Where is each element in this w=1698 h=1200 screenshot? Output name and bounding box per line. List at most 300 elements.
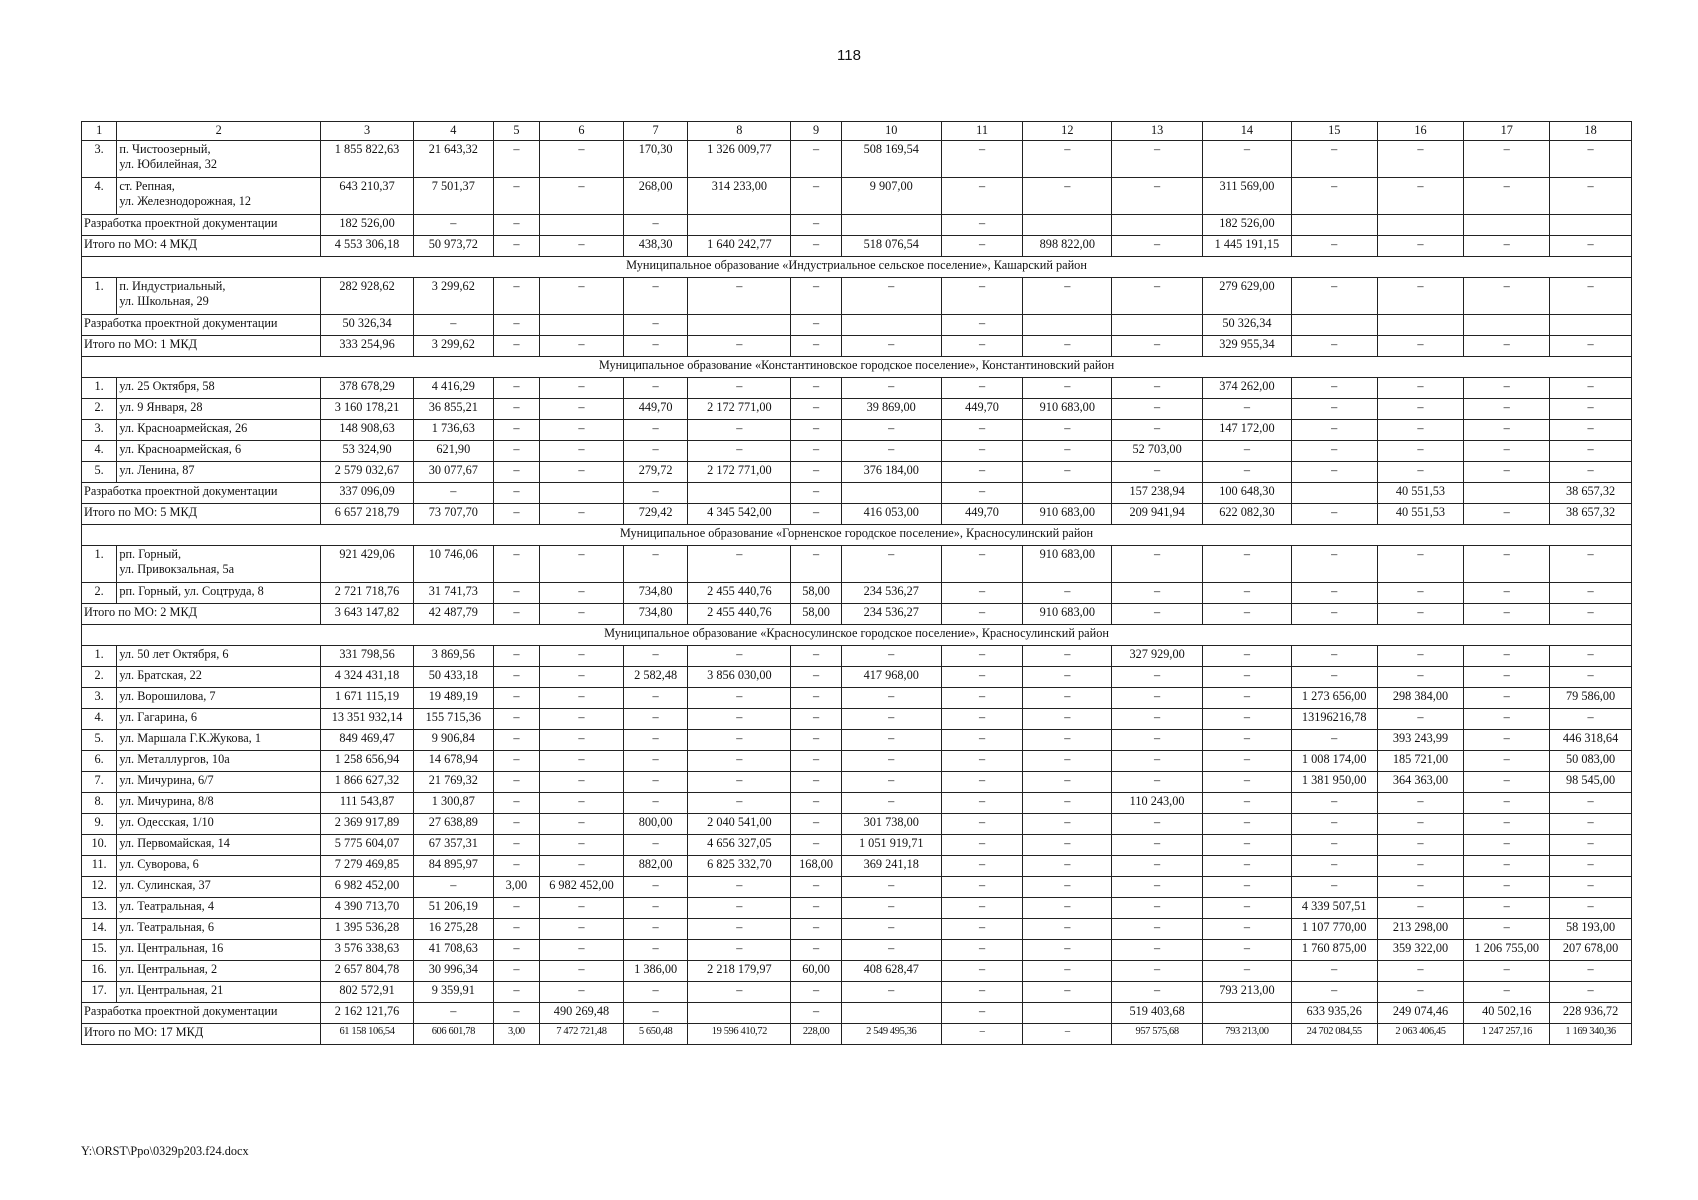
value-cell: – xyxy=(1550,982,1632,1003)
summary-row xyxy=(82,604,1632,625)
value-cell: 249 074,46 xyxy=(1377,1003,1464,1024)
value-cell: 2 455 440,76 xyxy=(688,604,791,625)
value-cell: 1 326 009,77 xyxy=(688,141,791,178)
value-cell: – xyxy=(1291,441,1377,462)
value-cell: – xyxy=(1112,141,1203,178)
value-cell: 734,80 xyxy=(623,583,688,604)
value-cell: – xyxy=(1203,646,1292,667)
column-header: 7 xyxy=(623,122,688,141)
value-cell: – xyxy=(1023,141,1112,178)
value-cell: – xyxy=(493,483,539,504)
value-cell: 5 650,48 xyxy=(623,1024,688,1045)
section-header-row xyxy=(82,257,1632,278)
value-cell: – xyxy=(1023,751,1112,772)
value-cell: – xyxy=(1291,546,1377,583)
row-index: 4. xyxy=(82,709,117,730)
value-cell: – xyxy=(1464,688,1550,709)
value-cell: – xyxy=(791,1003,841,1024)
value-cell: 7 501,37 xyxy=(413,178,493,215)
address-cell: ул. Театральная, 6 xyxy=(117,919,321,940)
value-cell: – xyxy=(1291,141,1377,178)
value-cell: – xyxy=(688,646,791,667)
value-cell: – xyxy=(1550,583,1632,604)
column-header: 2 xyxy=(117,122,321,141)
value-cell: – xyxy=(1112,772,1203,793)
value-cell: 2 657 804,78 xyxy=(321,961,414,982)
value-cell: – xyxy=(791,441,841,462)
value-cell: – xyxy=(1464,546,1550,583)
row-index: 1. xyxy=(82,378,117,399)
value-cell: – xyxy=(791,982,841,1003)
value-cell: 1 300,87 xyxy=(413,793,493,814)
value-cell: 1 386,00 xyxy=(623,961,688,982)
value-cell: – xyxy=(941,1003,1023,1024)
value-cell: – xyxy=(1023,709,1112,730)
address-cell: ул. 50 лет Октября, 6 xyxy=(117,646,321,667)
value-cell: – xyxy=(1112,877,1203,898)
value-cell: – xyxy=(1023,462,1112,483)
value-cell: – xyxy=(791,730,841,751)
value-cell: – xyxy=(1112,751,1203,772)
row-index: 1. xyxy=(82,278,117,315)
value-cell: – xyxy=(413,215,493,236)
value-cell xyxy=(1023,483,1112,504)
value-cell: 14 678,94 xyxy=(413,751,493,772)
value-cell: – xyxy=(791,835,841,856)
value-cell: – xyxy=(1203,604,1292,625)
value-cell: 378 678,29 xyxy=(321,378,414,399)
value-cell: – xyxy=(1464,982,1550,1003)
value-cell: – xyxy=(1377,336,1464,357)
value-cell: – xyxy=(841,772,941,793)
value-cell: 234 536,27 xyxy=(841,604,941,625)
column-header: 14 xyxy=(1203,122,1292,141)
value-cell: – xyxy=(493,378,539,399)
value-cell: – xyxy=(1112,982,1203,1003)
table-row xyxy=(82,814,1632,835)
value-cell: – xyxy=(1291,462,1377,483)
value-cell: – xyxy=(688,919,791,940)
value-cell: 1 273 656,00 xyxy=(1291,688,1377,709)
column-header: 8 xyxy=(688,122,791,141)
table-row xyxy=(82,278,1632,315)
table-row xyxy=(82,378,1632,399)
value-cell: 3 299,62 xyxy=(413,278,493,315)
value-cell: – xyxy=(623,420,688,441)
value-cell: – xyxy=(1377,462,1464,483)
value-cell xyxy=(841,1003,941,1024)
value-cell: 1 051 919,71 xyxy=(841,835,941,856)
value-cell: – xyxy=(623,1003,688,1024)
value-cell: – xyxy=(688,378,791,399)
value-cell: 4 390 713,70 xyxy=(321,898,414,919)
value-cell: – xyxy=(540,504,624,525)
value-cell: – xyxy=(540,772,624,793)
value-cell xyxy=(1112,215,1203,236)
value-cell: 40 551,53 xyxy=(1377,504,1464,525)
value-cell xyxy=(1464,215,1550,236)
value-cell: – xyxy=(1291,814,1377,835)
value-cell: 449,70 xyxy=(941,504,1023,525)
value-cell: 84 895,97 xyxy=(413,856,493,877)
value-cell xyxy=(841,215,941,236)
table-row xyxy=(82,961,1632,982)
value-cell: – xyxy=(623,315,688,336)
value-cell: – xyxy=(493,688,539,709)
value-cell: 3 856 030,00 xyxy=(688,667,791,688)
value-cell: 4 345 542,00 xyxy=(688,504,791,525)
value-cell: 110 243,00 xyxy=(1112,793,1203,814)
value-cell: – xyxy=(623,441,688,462)
value-cell: 53 324,90 xyxy=(321,441,414,462)
value-cell: – xyxy=(941,709,1023,730)
value-cell: 2 218 179,97 xyxy=(688,961,791,982)
value-cell: 910 683,00 xyxy=(1023,546,1112,583)
value-cell: – xyxy=(791,772,841,793)
address-cell: ул. Центральная, 16 xyxy=(117,940,321,961)
value-cell: 1 395 536,28 xyxy=(321,919,414,940)
address-cell: ул. Братская, 22 xyxy=(117,667,321,688)
value-cell: 1 008 174,00 xyxy=(1291,751,1377,772)
section-header-row xyxy=(82,357,1632,378)
value-cell: – xyxy=(623,793,688,814)
row-index: 14. xyxy=(82,919,117,940)
section-title: Муниципальное образование «Индустриальное сельское поселение», Кашарский район xyxy=(82,257,1632,278)
value-cell: – xyxy=(1550,441,1632,462)
value-cell: – xyxy=(1464,772,1550,793)
value-cell: – xyxy=(1377,793,1464,814)
value-cell: – xyxy=(1203,462,1292,483)
value-cell: – xyxy=(540,583,624,604)
summary-label: Итого по МО: 5 МКД xyxy=(82,504,321,525)
value-cell: – xyxy=(941,378,1023,399)
value-cell: – xyxy=(1203,814,1292,835)
value-cell: – xyxy=(1464,961,1550,982)
value-cell: – xyxy=(1203,730,1292,751)
column-header: 11 xyxy=(941,122,1023,141)
value-cell: – xyxy=(1291,793,1377,814)
value-cell: – xyxy=(1464,504,1550,525)
value-cell: – xyxy=(1203,688,1292,709)
value-cell: 213 298,00 xyxy=(1377,919,1464,940)
value-cell: 2 172 771,00 xyxy=(688,399,791,420)
value-cell: – xyxy=(540,919,624,940)
value-cell: – xyxy=(841,793,941,814)
value-cell: – xyxy=(688,730,791,751)
value-cell: – xyxy=(1550,877,1632,898)
value-cell: – xyxy=(688,793,791,814)
value-cell: 490 269,48 xyxy=(540,1003,624,1024)
value-cell: 1 671 115,19 xyxy=(321,688,414,709)
value-cell xyxy=(688,315,791,336)
value-cell: – xyxy=(688,982,791,1003)
value-cell: – xyxy=(623,898,688,919)
value-cell: – xyxy=(1464,835,1550,856)
value-cell: – xyxy=(1023,420,1112,441)
value-cell: – xyxy=(493,835,539,856)
value-cell: – xyxy=(1550,141,1632,178)
value-cell: – xyxy=(1203,940,1292,961)
value-cell: – xyxy=(493,982,539,1003)
value-cell: 282 928,62 xyxy=(321,278,414,315)
value-cell: – xyxy=(1377,378,1464,399)
value-cell: – xyxy=(1464,751,1550,772)
value-cell: – xyxy=(941,215,1023,236)
value-cell: 228,00 xyxy=(791,1024,841,1045)
value-cell: – xyxy=(941,1024,1023,1045)
summary-label: Итого по МО: 1 МКД xyxy=(82,336,321,357)
value-cell: – xyxy=(1023,772,1112,793)
value-cell: – xyxy=(688,877,791,898)
value-cell: 1 445 191,15 xyxy=(1203,236,1292,257)
value-cell: – xyxy=(413,315,493,336)
row-index: 3. xyxy=(82,141,117,178)
value-cell: – xyxy=(1023,441,1112,462)
value-cell: 298 384,00 xyxy=(1377,688,1464,709)
summary-row xyxy=(82,336,1632,357)
value-cell: 408 628,47 xyxy=(841,961,941,982)
value-cell: – xyxy=(688,688,791,709)
row-index: 9. xyxy=(82,814,117,835)
value-cell: – xyxy=(1377,178,1464,215)
value-cell: 793 213,00 xyxy=(1203,982,1292,1003)
value-cell: 1 640 242,77 xyxy=(688,236,791,257)
value-cell: 19 489,19 xyxy=(413,688,493,709)
value-cell: – xyxy=(791,793,841,814)
value-cell xyxy=(540,315,624,336)
value-cell: 30 996,34 xyxy=(413,961,493,982)
value-cell: 1 247 257,16 xyxy=(1464,1024,1550,1045)
value-cell: – xyxy=(1377,399,1464,420)
value-cell: – xyxy=(1464,604,1550,625)
value-cell: 38 657,32 xyxy=(1550,483,1632,504)
table-row xyxy=(82,982,1632,1003)
value-cell: – xyxy=(791,315,841,336)
value-cell: – xyxy=(688,772,791,793)
value-cell: – xyxy=(1377,546,1464,583)
address-cell: ул. Мичурина, 8/8 xyxy=(117,793,321,814)
value-cell: – xyxy=(791,814,841,835)
value-cell: – xyxy=(1023,730,1112,751)
value-cell: – xyxy=(493,336,539,357)
value-cell: – xyxy=(623,646,688,667)
value-cell: – xyxy=(1203,856,1292,877)
value-cell: – xyxy=(1377,667,1464,688)
value-cell: – xyxy=(1377,646,1464,667)
address-cell: ул. Театральная, 4 xyxy=(117,898,321,919)
row-index: 4. xyxy=(82,441,117,462)
value-cell xyxy=(688,483,791,504)
value-cell: – xyxy=(493,961,539,982)
value-cell: – xyxy=(1464,441,1550,462)
value-cell: – xyxy=(791,919,841,940)
value-cell: 910 683,00 xyxy=(1023,504,1112,525)
value-cell: – xyxy=(1550,709,1632,730)
value-cell: 3,00 xyxy=(493,877,539,898)
value-cell: – xyxy=(688,546,791,583)
value-cell: – xyxy=(1291,604,1377,625)
value-cell: – xyxy=(623,336,688,357)
value-cell: – xyxy=(941,667,1023,688)
value-cell: – xyxy=(791,898,841,919)
value-cell: – xyxy=(1112,462,1203,483)
column-header: 12 xyxy=(1023,122,1112,141)
section-title: Муниципальное образование «Константиновское городское поселение», Константиновский район xyxy=(82,357,1632,378)
value-cell: – xyxy=(791,420,841,441)
value-cell: – xyxy=(1291,420,1377,441)
value-cell: 921 429,06 xyxy=(321,546,414,583)
row-index: 15. xyxy=(82,940,117,961)
column-header: 16 xyxy=(1377,122,1464,141)
value-cell: – xyxy=(1203,399,1292,420)
summary-label: Разработка проектной документации xyxy=(82,483,321,504)
value-cell: 36 855,21 xyxy=(413,399,493,420)
table-body xyxy=(82,122,1632,1045)
value-cell: 622 082,30 xyxy=(1203,504,1292,525)
summary-row xyxy=(82,1003,1632,1024)
value-cell: 7 472 721,48 xyxy=(540,1024,624,1045)
value-cell: – xyxy=(791,877,841,898)
value-cell: – xyxy=(540,178,624,215)
value-cell: – xyxy=(941,236,1023,257)
value-cell xyxy=(1023,215,1112,236)
column-header: 5 xyxy=(493,122,539,141)
value-cell: – xyxy=(941,814,1023,835)
value-cell: 148 908,63 xyxy=(321,420,414,441)
value-cell: – xyxy=(540,336,624,357)
value-cell: – xyxy=(941,982,1023,1003)
value-cell: 41 708,63 xyxy=(413,940,493,961)
value-cell: – xyxy=(493,441,539,462)
summary-row xyxy=(82,236,1632,257)
value-cell: 3 299,62 xyxy=(413,336,493,357)
value-cell: 40 551,53 xyxy=(1377,483,1464,504)
value-cell: – xyxy=(1464,141,1550,178)
value-cell: – xyxy=(1112,420,1203,441)
value-cell: 27 638,89 xyxy=(413,814,493,835)
value-cell: 4 324 431,18 xyxy=(321,667,414,688)
table-row xyxy=(82,919,1632,940)
value-cell: 957 575,68 xyxy=(1112,1024,1203,1045)
summary-label: Итого по МО: 17 МКД xyxy=(82,1024,321,1045)
value-cell: 42 487,79 xyxy=(413,604,493,625)
value-cell: 182 526,00 xyxy=(321,215,414,236)
value-cell: 207 678,00 xyxy=(1550,940,1632,961)
table-row xyxy=(82,462,1632,483)
value-cell: 2 063 406,45 xyxy=(1377,1024,1464,1045)
value-cell: – xyxy=(1550,399,1632,420)
value-cell xyxy=(1291,215,1377,236)
value-cell: – xyxy=(1112,236,1203,257)
value-cell: 5 775 604,07 xyxy=(321,835,414,856)
value-cell: 209 941,94 xyxy=(1112,504,1203,525)
column-header: 18 xyxy=(1550,122,1632,141)
value-cell: – xyxy=(1377,961,1464,982)
value-cell: 882,00 xyxy=(623,856,688,877)
summary-label: Итого по МО: 4 МКД xyxy=(82,236,321,257)
row-index: 2. xyxy=(82,399,117,420)
value-cell: 621,90 xyxy=(413,441,493,462)
value-cell: 519 403,68 xyxy=(1112,1003,1203,1024)
value-cell: – xyxy=(540,236,624,257)
value-cell: – xyxy=(841,278,941,315)
value-cell: – xyxy=(493,730,539,751)
value-cell: – xyxy=(540,462,624,483)
value-cell: – xyxy=(791,709,841,730)
value-cell: – xyxy=(688,751,791,772)
value-cell: – xyxy=(841,940,941,961)
value-cell: 13 351 932,14 xyxy=(321,709,414,730)
table-row xyxy=(82,583,1632,604)
value-cell: 16 275,28 xyxy=(413,919,493,940)
value-cell: – xyxy=(791,688,841,709)
value-cell: 849 469,47 xyxy=(321,730,414,751)
value-cell: 58,00 xyxy=(791,604,841,625)
value-cell: – xyxy=(841,709,941,730)
row-index: 5. xyxy=(82,730,117,751)
value-cell: – xyxy=(493,399,539,420)
value-cell: 2 455 440,76 xyxy=(688,583,791,604)
value-cell: – xyxy=(1203,898,1292,919)
value-cell: – xyxy=(540,898,624,919)
value-cell: 50 326,34 xyxy=(1203,315,1292,336)
address-cell: ул. Центральная, 21 xyxy=(117,982,321,1003)
value-cell: – xyxy=(1023,793,1112,814)
value-cell: – xyxy=(1464,856,1550,877)
value-cell: – xyxy=(1550,178,1632,215)
value-cell xyxy=(1023,1003,1112,1024)
value-cell: – xyxy=(1377,877,1464,898)
value-cell: – xyxy=(1203,877,1292,898)
value-cell: – xyxy=(1023,583,1112,604)
value-cell: – xyxy=(540,278,624,315)
value-cell: 6 657 218,79 xyxy=(321,504,414,525)
value-cell: – xyxy=(791,215,841,236)
value-cell: – xyxy=(493,856,539,877)
address-cell: ст. Репная, ул. Железнодорожная, 12 xyxy=(117,178,321,215)
table-row xyxy=(82,940,1632,961)
value-cell: 910 683,00 xyxy=(1023,604,1112,625)
value-cell: – xyxy=(493,462,539,483)
value-cell: 364 363,00 xyxy=(1377,772,1464,793)
address-cell: ул. Центральная, 2 xyxy=(117,961,321,982)
value-cell: 21 769,32 xyxy=(413,772,493,793)
value-cell: – xyxy=(941,315,1023,336)
value-cell: – xyxy=(791,378,841,399)
address-cell: ул. Ворошилова, 7 xyxy=(117,688,321,709)
value-cell: – xyxy=(791,462,841,483)
value-cell: 50 326,34 xyxy=(321,315,414,336)
value-cell: – xyxy=(941,898,1023,919)
value-cell: – xyxy=(1112,835,1203,856)
value-cell: 2 369 917,89 xyxy=(321,814,414,835)
column-header: 1 xyxy=(82,122,117,141)
value-cell: – xyxy=(623,546,688,583)
table-row xyxy=(82,751,1632,772)
value-cell: – xyxy=(1464,399,1550,420)
value-cell: – xyxy=(941,646,1023,667)
value-cell: – xyxy=(1550,462,1632,483)
value-cell: – xyxy=(540,441,624,462)
value-cell: – xyxy=(1464,278,1550,315)
value-cell: – xyxy=(540,604,624,625)
row-index: 2. xyxy=(82,583,117,604)
value-cell: 508 169,54 xyxy=(841,141,941,178)
row-index: 4. xyxy=(82,178,117,215)
value-cell: – xyxy=(941,877,1023,898)
value-cell: – xyxy=(1464,877,1550,898)
value-cell: – xyxy=(1112,178,1203,215)
